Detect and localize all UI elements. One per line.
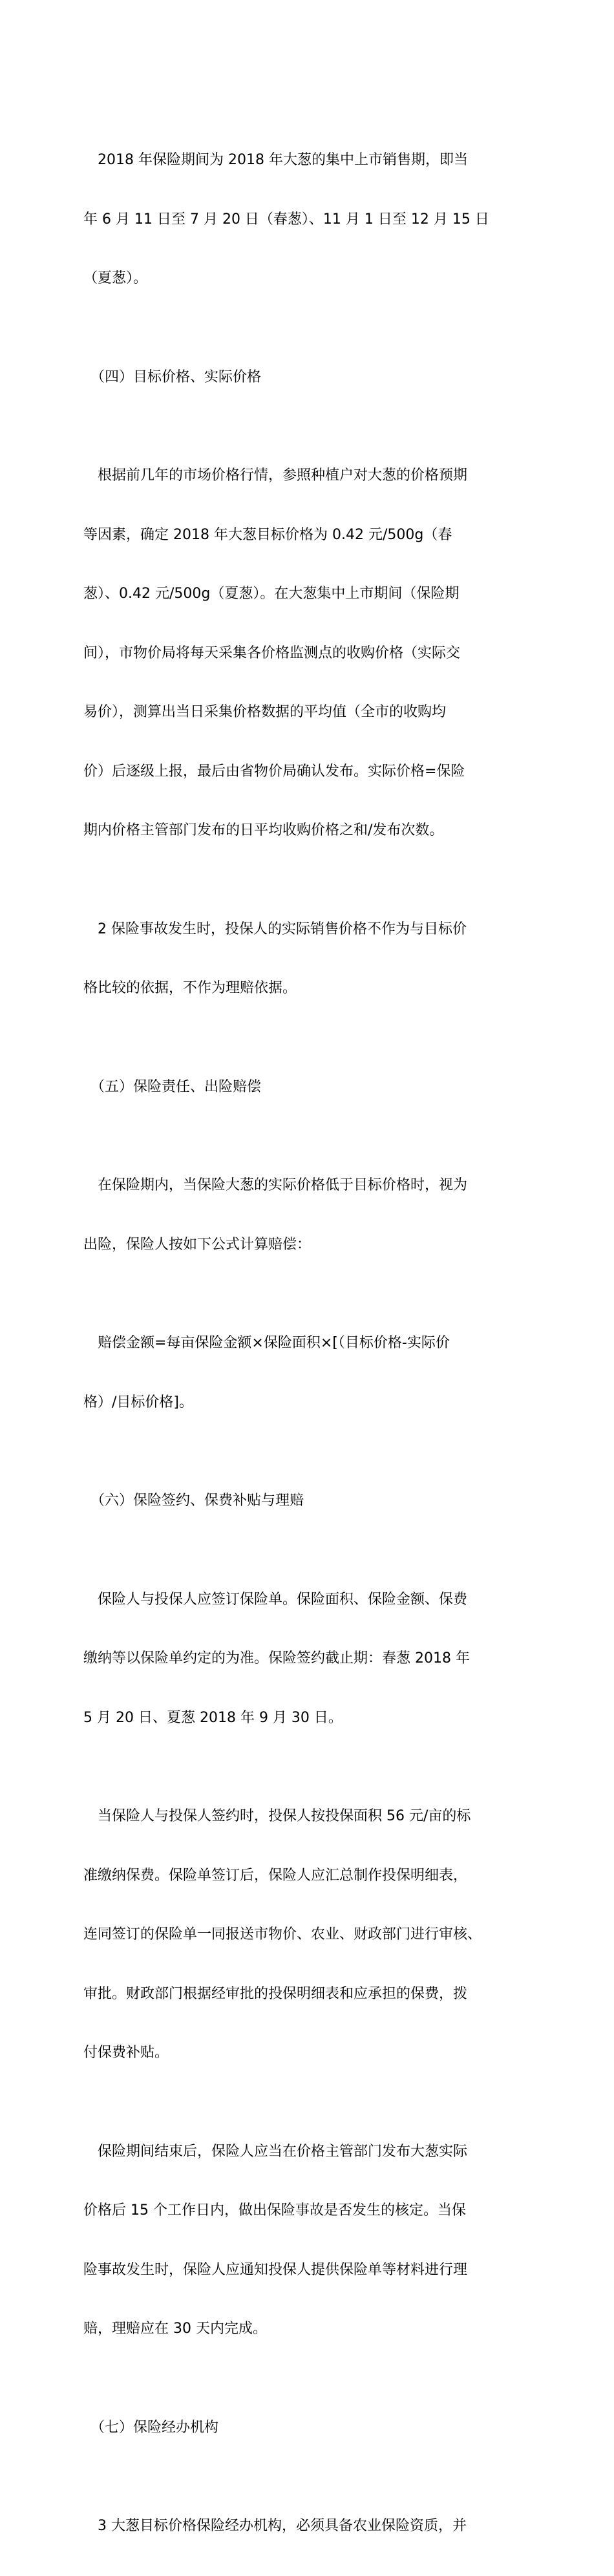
section-heading: （五）保险责任、出险赔偿: [83, 1078, 262, 1095]
text-line: 间），市物价局将每天采集各价格监测点的收购价格（实际交: [83, 644, 461, 661]
text-line: 连同签订的保险单一同报送市物价、农业、财政部门进行审核、: [83, 1926, 482, 1943]
text-line: 当保险人与投保人签约时，投保人按投保面积 56 元/亩的标: [83, 1808, 471, 1824]
text-line: 缴纳等以保险单约定的为准。保险签约截止期：春葱 2018 年: [83, 1650, 470, 1666]
paragraph-agency-qualification: [83, 2477, 536, 2576]
paragraph-compensation-formula: [83, 1294, 536, 1452]
text-line: 保险期间结束后，保险人应当在价格主管部门发布大葱实际: [83, 2143, 468, 2160]
text-line: 付保费补贴。: [83, 2045, 169, 2061]
text-line: 在保险期内，当保险大葱的实际价格低于目标价格时，视为: [83, 1177, 468, 1193]
text-line: 格）/目标价格]。: [83, 1394, 193, 1410]
text-line: 价格后 15 个工作日内，做出保险事故是否发生的核定。当保: [83, 2202, 466, 2219]
text-line: 易价），测算出当日采集价格数据的平均值（全市的收购均: [83, 704, 447, 720]
text-line: 3 大葱目标价格保险经办机构，必须具备农业保险资质，并: [83, 2518, 467, 2534]
paragraph-claim-settlement: [83, 2103, 536, 2379]
text-line: 葱）、0.42 元/500g（夏葱）。在大葱集中上市期间（保险期: [83, 586, 460, 602]
text-line: 保险人与投保人应签订保险单。保险面积、保险金额、保费: [83, 1591, 468, 1608]
text-line: 价）后逐级上报，最后由省物价局确认发布。实际价格=保险: [83, 763, 465, 780]
text-line: 年 6 月 11 日至 7 月 20 日（春葱）、11 月 1 日至 12 月 15 日: [83, 211, 489, 228]
heading-signing-subsidy-claims: [83, 1452, 536, 1551]
heading-liability-compensation: [83, 1038, 536, 1137]
text-line: 期内价格主管部门发布的日平均收购价格之和/发布次数。: [83, 822, 444, 838]
paragraph-policy-signing: [83, 1551, 536, 1768]
text-line: 准缴纳保费。保险单签订后，保险人应汇总制作投保明细表，: [83, 1867, 468, 1884]
paragraph-insurance-period: [83, 111, 536, 328]
section-heading: （六）保险签约、保费补贴与理赔: [83, 1493, 304, 1509]
section-heading: （四）目标价格、实际价格: [83, 368, 262, 385]
text-line: 2018 年保险期间为 2018 年大葱的集中上市销售期，即当: [83, 152, 468, 168]
text-line: 赔偿金额=每亩保险金额×保险面积×[（目标价格-实际价: [83, 1335, 450, 1351]
paragraph-accident-basis: [83, 880, 536, 1038]
heading-target-actual-price: [83, 328, 536, 427]
text-line: 审批。财政部门根据经审批的投保明细表和应承担的保费，拨: [83, 1985, 468, 2002]
section-heading: （七）保险经办机构: [83, 2419, 219, 2436]
text-line: 格比较的依据，不作为理赔依据。: [83, 980, 297, 996]
text-line: 5 月 20 日、夏葱 2018 年 9 月 30 日。: [83, 1709, 343, 1726]
paragraph-price-determination: [83, 427, 536, 880]
text-line: 2 保险事故发生时，投保人的实际销售价格不作为与目标价: [83, 921, 467, 937]
text-line: 根据前几年的市场价格行情，参照种植户对大葱的价格预期: [83, 467, 468, 484]
text-line: （夏葱）。: [83, 270, 148, 286]
text-line: 险事故发生时，保险人应通知投保人提供保险单等材料进行理: [83, 2261, 468, 2278]
heading-insurance-agency: [83, 2379, 536, 2478]
text-line: 等因素，确定 2018 年大葱目标价格为 0.42 元/500g（春: [83, 526, 452, 543]
document-body: [83, 111, 536, 2576]
paragraph-premium-payment: [83, 1767, 536, 2103]
text-line: 出险，保险人按如下公式计算赔偿：: [83, 1236, 312, 1253]
text-line: 赔，理赔应在 30 天内完成。: [83, 2321, 267, 2337]
paragraph-claim-trigger: [83, 1136, 536, 1294]
